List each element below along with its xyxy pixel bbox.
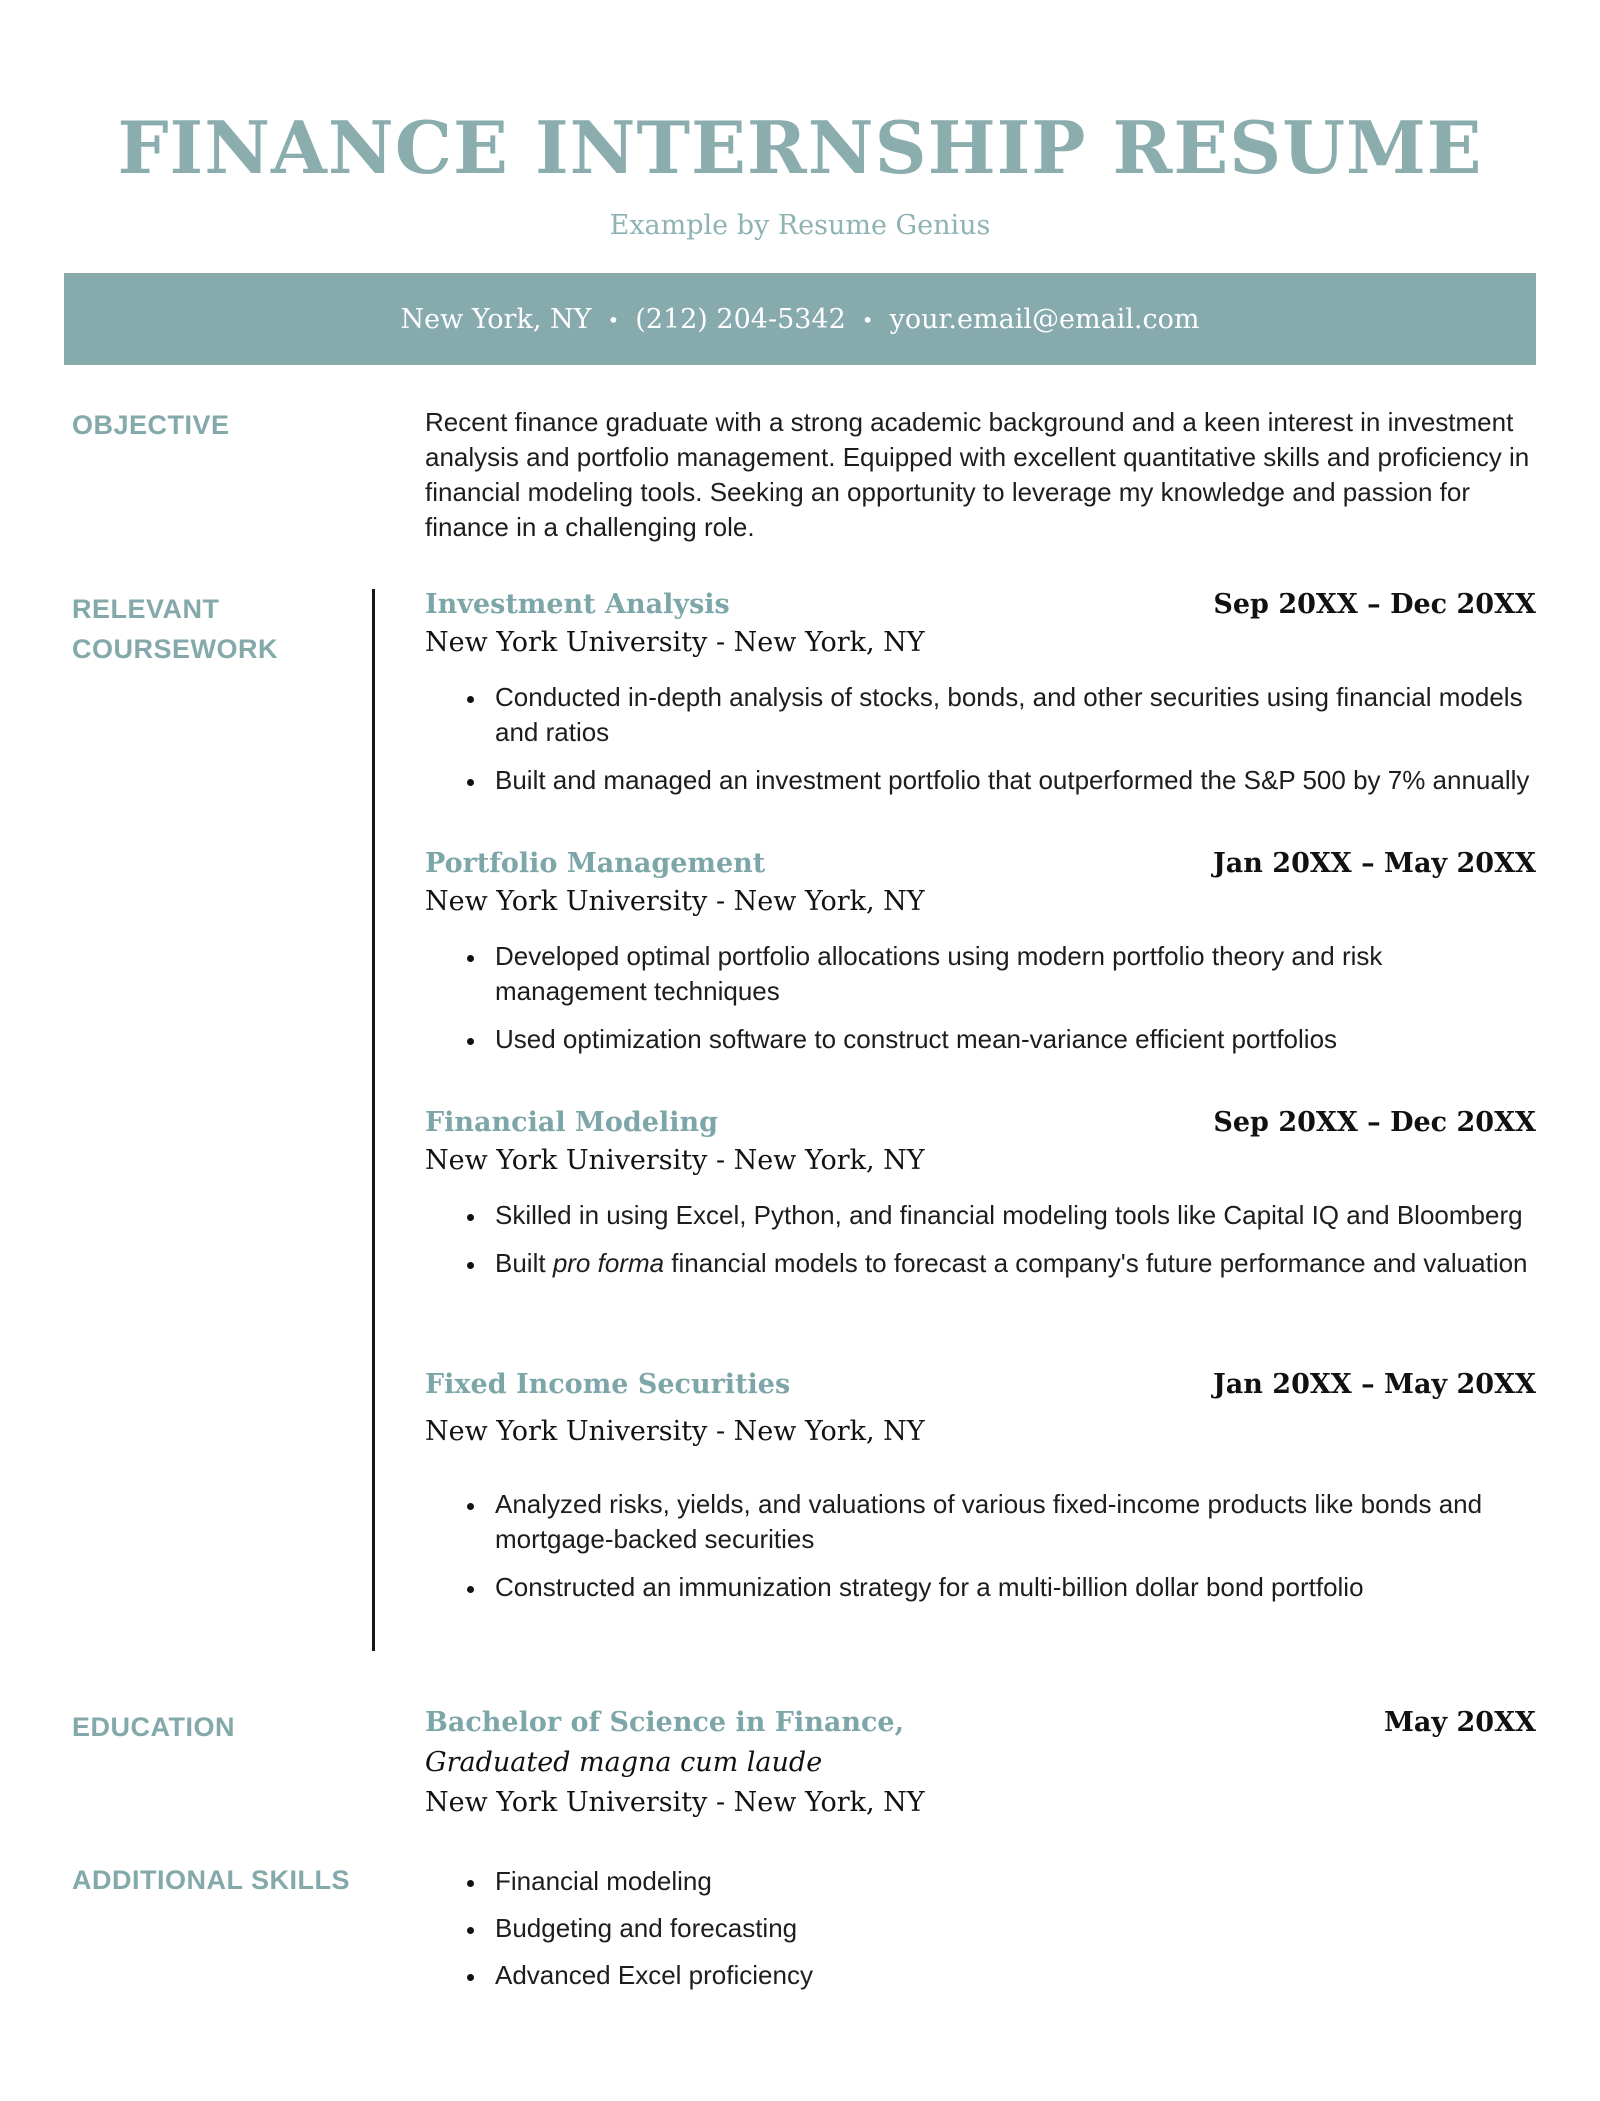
bullet-item: • Analyzed risks, yields, and valuations of various fixed-income products like bonds and mortgage-backed securities — [487, 1487, 1536, 1557]
bullet-item: • Used optimization software to construct mean-variance efficient portfolios — [487, 1022, 1536, 1057]
education-date: May 20XX — [1384, 1707, 1536, 1738]
section-objective — [0, 405, 1600, 545]
entry-header — [425, 589, 1536, 620]
entry-organization: New York University - New York, NY — [425, 1145, 925, 1176]
entry-bullet-list — [425, 939, 1536, 1057]
bullet-text-italic: pro forma — [552, 1248, 665, 1278]
coursework-heading: RELEVANT COURSEWORK — [72, 594, 278, 664]
entry-organization: New York University - New York, NY — [425, 1416, 925, 1447]
section-education — [0, 1707, 1600, 1818]
entry-title: Investment Analysis — [425, 589, 730, 620]
coursework-body — [372, 589, 1536, 1651]
education-heading: EDUCATION — [72, 1712, 235, 1742]
entry-header — [425, 848, 1536, 879]
bullet-item: • Conducted in-depth analysis of stocks, bonds, and other securities using financial models and ratios — [487, 680, 1536, 750]
bullet-text: financial models to forecast a company's future performance and valuation — [664, 1248, 1528, 1278]
page-title: FINANCE INTERNSHIP RESUME — [117, 105, 1483, 190]
entry-bullet-list — [425, 1198, 1536, 1281]
education-honors: Graduated magna cum laude — [425, 1747, 823, 1778]
entry-title: Financial Modeling — [425, 1107, 719, 1138]
education-organization: New York University - New York, NY — [425, 1787, 925, 1818]
skills-list — [425, 1864, 1536, 1993]
skill-item: • Financial modeling — [487, 1864, 1536, 1899]
entry-date: Sep 20XX – Dec 20XX — [1213, 589, 1536, 620]
entry-organization: New York University - New York, NY — [425, 627, 925, 658]
entry-date: Sep 20XX – Dec 20XX — [1213, 1107, 1536, 1138]
bullet-item: • Constructed an immunization strategy for a multi-billion dollar bond portfolio — [487, 1570, 1536, 1605]
section-additional-skills — [0, 1860, 1600, 2101]
coursework-entry-portfolio-management — [425, 848, 1536, 1057]
bullet-item: • Developed optimal portfolio allocations using modern portfolio theory and risk management techniques — [487, 939, 1536, 1009]
objective-body — [372, 405, 1536, 545]
coursework-entry-financial-modeling — [425, 1107, 1536, 1281]
bullet-text: Built — [495, 1248, 553, 1278]
education-degree: Bachelor of Science in Finance, — [425, 1707, 904, 1738]
entry-bullet-list — [425, 680, 1536, 798]
entry-header — [425, 1107, 1536, 1138]
bullet-item: • Built and managed an investment portfolio that outperformed the S&P 500 by 7% annually — [487, 763, 1536, 798]
contact-separator: • — [607, 308, 620, 332]
coursework-entry-fixed-income-securities — [425, 1369, 1536, 1605]
objective-heading: OBJECTIVE — [72, 410, 230, 440]
skills-heading: ADDITIONAL SKILLS — [72, 1865, 350, 1895]
contact-location: New York, NY — [400, 303, 592, 335]
entry-organization: New York University - New York, NY — [425, 886, 925, 917]
bullet-item — [487, 1246, 1536, 1281]
skill-item: • Advanced Excel proficiency — [487, 1958, 1536, 1993]
entry-title: Fixed Income Securities — [425, 1369, 791, 1400]
entry-bullet-list — [425, 1487, 1536, 1605]
entry-title: Portfolio Management — [425, 848, 766, 879]
entry-date: Jan 20XX – May 20XX — [1212, 848, 1536, 879]
section-relevant-coursework — [0, 589, 1600, 1651]
objective-text: Recent finance graduate with a strong academic background and a keen interest in investment analysis and portfolio management. Equipped with excellent quantitative skills and proficiency in financial modeling tools. Seeking an opportunity to leverage my knowledge and passion for finance in a challenging role. — [425, 407, 1530, 542]
contact-bar — [64, 273, 1536, 365]
contact-separator: • — [861, 308, 874, 332]
contact-email: your.email@email.com — [889, 303, 1200, 335]
page-subtitle: Example by Resume Genius — [609, 210, 991, 241]
education-body — [372, 1707, 1536, 1818]
contact-phone: (212) 204-5342 — [635, 303, 846, 335]
bullet-item: • Skilled in using Excel, Python, and financial modeling tools like Capital IQ and Bloomberg — [487, 1198, 1536, 1233]
entry-date: Jan 20XX – May 20XX — [1212, 1369, 1536, 1400]
skill-item: • Budgeting and forecasting — [487, 1911, 1536, 1946]
entry-header — [425, 1369, 1536, 1400]
skills-body — [372, 1860, 1536, 2005]
education-header — [425, 1707, 1536, 1738]
coursework-entry-investment-analysis — [425, 589, 1536, 798]
